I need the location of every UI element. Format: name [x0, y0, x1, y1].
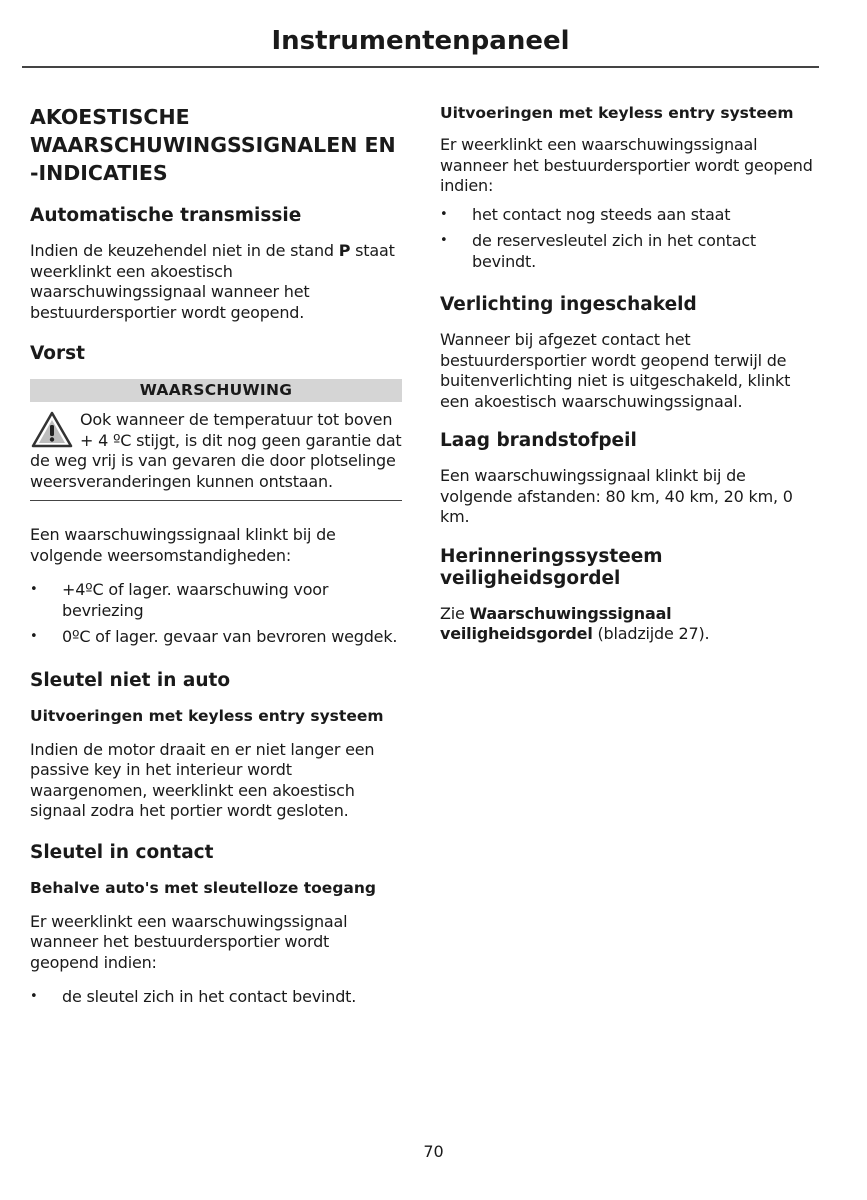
cross-reference-link[interactable]: Waarschuwingssignaal veiligheidsgordel [440, 603, 672, 643]
bullet: • [30, 629, 38, 644]
text-run: Indien de keuzehendel niet in de stand [30, 241, 339, 260]
low-fuel-paragraph: Een waarschuwingssignaal klinkt bij de volgende afstanden: 80 km, 40 km, 20 km, 0 km. [440, 466, 793, 526]
subheading-keyless-entry: Uitvoeringen met keyless entry systeem [30, 706, 384, 725]
keyless-paragraph: Er weerklinkt een waarschuwingssignaal wanneer het bestuurdersportier wordt geopend indien: [440, 135, 813, 195]
main-heading: AKOESTISCHE WAARSCHUWINGSSIGNALEN EN -INDICATIES [30, 105, 396, 185]
list-item-text: de reservesleutel zich in het contact bevindt. [472, 231, 756, 271]
list-item-text: de sleutel zich in het contact bevindt. [62, 987, 357, 1006]
list-item-text: het contact nog steeds aan staat [472, 204, 731, 224]
section-heading-lights-on: Verlichting ingeschakeld [440, 294, 697, 315]
page-number: 70 [423, 1142, 444, 1161]
page-header [22, 22, 819, 68]
left-column [30, 103, 402, 1026]
lights-on-paragraph: Wanneer bij afgezet contact het bestuurdersportier wordt geopend terwijl de buitenverlichting niet is uitgeschakeld, klinkt een akoestisch waarschuwingssignaal. [440, 330, 791, 411]
bullet: • [30, 989, 38, 1004]
right-column [440, 103, 820, 659]
text-run: Zie [440, 603, 470, 623]
section-heading-frost: Vorst [30, 343, 85, 364]
list-item [440, 231, 820, 272]
list-item [30, 987, 402, 1008]
section-heading-low-fuel: Laag brandstofpeil [440, 430, 637, 451]
list-item [440, 205, 820, 226]
section-heading-seatbelt: Herinneringssysteem veiligheidsgordel [440, 545, 663, 589]
list-item [30, 580, 402, 621]
bullet: • [440, 233, 448, 248]
text-run: (bladzijde 27). [592, 624, 710, 643]
bullet: • [30, 582, 38, 597]
subheading-no-keyless: Behalve auto's met sleutelloze toegang [30, 878, 377, 897]
frost-list [30, 580, 402, 648]
transmission-paragraph [30, 241, 402, 323]
frost-paragraph: Een waarschuwingssignaal klinkt bij de volgende weersomstandigheden: [30, 525, 336, 565]
seatbelt-paragraph [440, 604, 820, 645]
page-title: Instrumentenpaneel [271, 26, 570, 56]
gear-p-label: P [338, 241, 351, 260]
list-item [30, 627, 402, 648]
warning-box [30, 410, 402, 501]
subheading-keyless-entry-right: Uitvoeringen met keyless entry systeem [440, 104, 794, 122]
key-in-ignition-paragraph: Er weerklinkt een waarschuwingssignaal wanneer het bestuurdersportier wordt geopend indien: [30, 911, 348, 972]
key-not-in-car-paragraph: Indien de motor draait en er niet langer een passive key in het interieur wordt waargenomen, weerklinkt een akoestisch signaal zodra het portier wordt gesloten. [30, 739, 375, 820]
section-heading-key-in-ignition: Sleutel in contact [30, 841, 214, 863]
key-in-ignition-list [30, 987, 402, 1008]
list-item-text: 0ºC of lager. gevaar van bevroren wegdek. [62, 627, 398, 646]
text-run: staat weerklinkt een akoestisch waarschuwingssignaal wanneer het bestuurdersportier wordt geopend. [30, 241, 395, 322]
section-heading-key-not-in-car: Sleutel niet in auto [30, 669, 231, 691]
section-heading-transmission: Automatische transmissie [30, 205, 302, 226]
warning-text: Ook wanneer de temperatuur tot boven + 4 ºC stijgt, is dit nog geen garantie dat de weg vrij is van gevaren die door plotselinge weersveranderingen kunnen ontstaan. [30, 410, 402, 491]
bullet: • [440, 206, 448, 222]
warning-triangle-icon [30, 410, 74, 450]
list-item-text: +4ºC of lager. waarschuwing voor bevriezing [62, 580, 329, 620]
keyless-list [440, 205, 820, 273]
warning-label: WAARSCHUWING [30, 379, 402, 402]
